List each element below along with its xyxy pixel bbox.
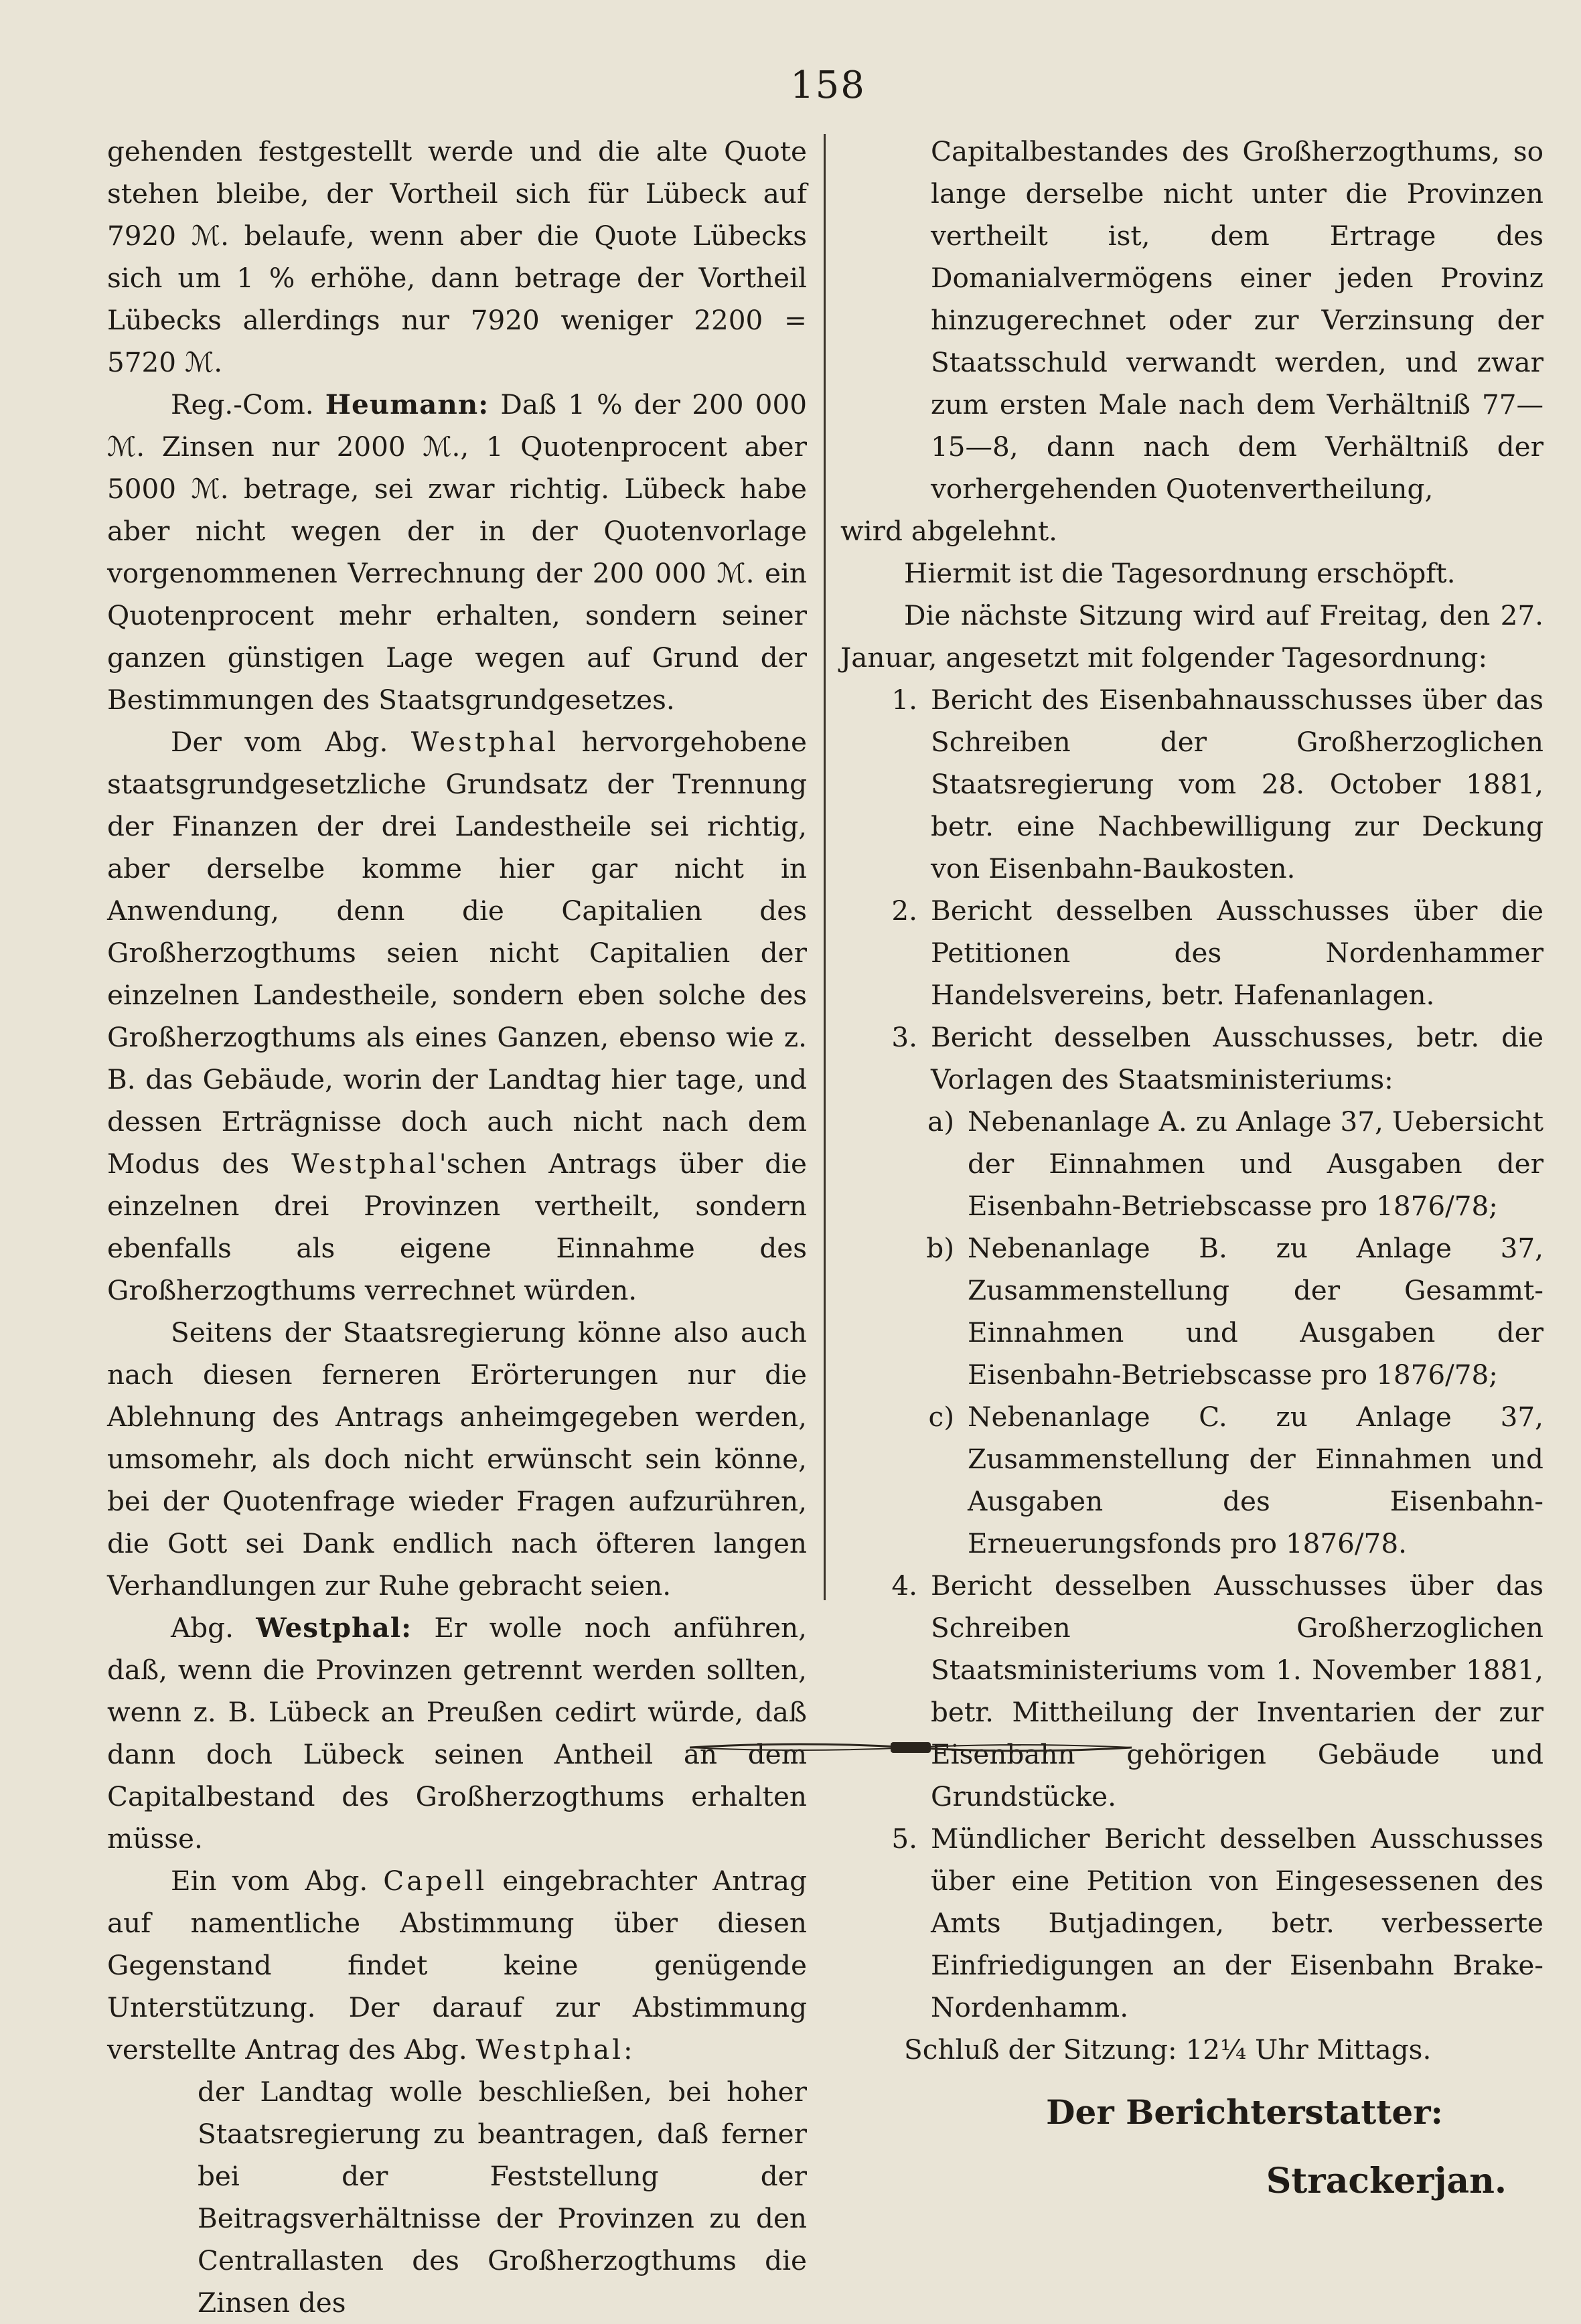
text-run: Hiermit ist die Tagesordnung erschöpft. — [904, 557, 1456, 589]
agenda-item-number: 2. — [891, 895, 917, 927]
paragraph — [107, 1312, 807, 1607]
agenda-item-number: 1. — [891, 684, 917, 716]
text-run: Seitens der Staatsregierung könne also auch nach diesen ferneren Erörterungen nur die Ablehnung des Antrags anheimgegeben werden, umsomehr, als doch nicht erwünscht sein könne, bei der Quotenfrage wieder Fragen aufzurühren, die Gott sei Dank endlich nach öfteren langen Verhandlungen zur Ruhe gebracht seien. — [107, 1316, 807, 1602]
agenda-item-text: Bericht desselben Ausschusses, betr. die Vorlagen des Staatsministeriums: — [931, 1021, 1544, 1095]
text-run: eingebrachter Antrag auf namentliche Abstimmung über diesen Gegenstand findet keine genügende Unterstützung. Der darauf zur Abstimmung verstellte Antrag des Abg. — [107, 1865, 807, 2066]
agenda-list-continued — [840, 1565, 1544, 2029]
text-run: 'schen Antrags über die einzelnen drei Provinzen vertheilt, sondern ebenfalls als eigene Einnahme des Großherzogthums verrechnet würden. — [107, 1148, 807, 1306]
agenda-item-text: Bericht desselben Ausschusses über die Petitionen des Nordenhammer Handelsvereins, betr. Hafenanlagen. — [931, 895, 1544, 1011]
text-run: hervorgehobene staatsgrundgesetzliche Grundsatz der Trennung der Finanzen der drei Landestheile sei richtig, aber derselbe komme hier gar nicht in Anwendung, denn die Capitalien des Großherzogthums seien nicht Capitalien der einzelnen Landestheile, sondern eben solche des Großherzogthums als eines Ganzen, ebenso wie z. B. das Gebäude, worin der Landtag hier tage, und dessen Erträgnisse doch auch nicht nach dem Modus des — [107, 726, 807, 1180]
reporter-signature: Strackerjan. — [1266, 2161, 1507, 2201]
agenda-list — [840, 679, 1544, 1101]
agenda-sub-item-number: a) — [927, 1105, 954, 1138]
text-run: Der vom Abg. — [171, 726, 411, 758]
speaker-name: Capell — [383, 1865, 487, 1897]
speaker-name: Westphal — [410, 726, 559, 758]
session-closing: Schluß der Sitzung: 12¼ Uhr Mittags. — [904, 2033, 1432, 2066]
speaker-name: Westphal: — [256, 1612, 412, 1644]
paragraph — [840, 552, 1544, 595]
agenda-item — [840, 1565, 1544, 1818]
agenda-sub-item-number: c) — [928, 1401, 954, 1433]
agenda-sub-item-number: b) — [926, 1232, 954, 1264]
agenda-item-text: Bericht desselben Ausschusses über das Schreiben Großherzoglichen Staatsministeriums vom 1. November 1881, betr. Mittheilung der Inventarien der zur Eisenbahn gehörigen Gebäude und Grundstücke. — [931, 1569, 1544, 1812]
text-run: Abg. — [171, 1612, 256, 1644]
column-divider — [824, 134, 826, 1600]
paragraph — [840, 510, 1544, 552]
agenda-sub-item-text: Nebenanlage C. zu Anlage 37, Zusammenstellung der Einnahmen und Ausgaben des Eisenbahn-Erneuerungsfonds pro 1876/78. — [968, 1401, 1544, 1559]
text-run: der Landtag wolle beschließen, bei hoher Staatsregierung zu beantragen, daß ferner bei der Feststellung der Beitragsverhältnisse der Provinzen zu den Centrallasten des Großherzogthums die Zinsen des — [198, 2076, 807, 2319]
reporter-title: Der Berichterstatter: — [1046, 2092, 1443, 2132]
left-column — [107, 131, 807, 2324]
text-run: Die nächste Sitzung wird auf Freitag, den 27. Januar, angesetzt mit folgender Tagesordnung: — [840, 599, 1544, 674]
paragraph — [840, 595, 1544, 679]
speaker-name: Heumann: — [325, 388, 490, 420]
speaker-name: Westphal — [475, 2033, 624, 2066]
text-run: Capitalbestandes des Großherzogthums, so lange derselbe nicht unter die Provinzen vertheilt ist, dem Ertrage des Domanialvermögens einer jeden Provinz hinzugerechnet oder zur Verzinsung der Staatsschuld verwandt werden, und zwar zum ersten Male nach dem Verhältniß 77—15—8, dann nach dem Verhältniß der vorhergehenden Quotenvertheilung, — [931, 135, 1544, 505]
agenda-item — [840, 890, 1544, 1016]
text-run: Ein vom Abg. — [171, 1865, 384, 1897]
agenda-item-number: 5. — [891, 1823, 917, 1855]
agenda-item-text: Mündlicher Bericht desselben Ausschusses über eine Petition von Eingesessenen des Amts Butjadingen, betr. verbesserte Einfriedigungen an der Eisenbahn Brake-Nordenhamm. — [931, 1823, 1544, 2023]
paragraph — [107, 721, 807, 1312]
text-run: Reg.-Com. — [171, 388, 325, 420]
agenda-item — [840, 679, 1544, 890]
speaker-name: Westphal — [291, 1148, 439, 1180]
agenda-item-number: 4. — [891, 1569, 917, 1602]
agenda-sub-item-text: Nebenanlage A. zu Anlage 37, Uebersicht der Einnahmen und Ausgaben der Eisenbahn-Betriebscasse pro 1876/78; — [968, 1105, 1544, 1222]
paragraph — [107, 1860, 807, 2071]
text-run: wird abgelehnt. — [840, 515, 1057, 547]
text-run: Daß 1 % der 200 000 ℳ. Zinsen nur 2000 ℳ., 1 Quotenprocent aber 5000 ℳ. betrage, sei zwar richtig. Lübeck habe aber nicht wegen der in der Quotenvorlage vorgenommenen Verrechnung der 200 000 ℳ. ein Quotenprocent mehr erhalten, sondern seiner ganzen günstigen Lage wegen auf Grund der Bestimmungen des Staatsgrundgesetzes. — [107, 388, 807, 716]
agenda-sub-item — [840, 1396, 1544, 1565]
text-run: Er wolle noch anführen, daß, wenn die Provinzen getrennt werden sollten, wenn z. B. Lübeck an Preußen cedirt würde, daß dann doch Lübeck seinen Antheil an dem Capitalbestand des Großherzogthums erhalten müsse. — [107, 1612, 807, 1855]
paragraph — [107, 384, 807, 721]
paragraph — [107, 131, 807, 384]
agenda-item — [840, 1818, 1544, 2029]
agenda-sub-item — [840, 1101, 1544, 1227]
right-column-paragraphs — [840, 131, 1544, 679]
agenda-sub-item-text: Nebenanlage B. zu Anlage 37, Zusammenstellung der Gesammt-Einnahmen und Ausgaben der Eisenbahn-Betriebscasse pro 1876/78; — [968, 1232, 1544, 1391]
agenda-item-number: 3. — [891, 1021, 917, 1053]
agenda-sub-item — [840, 1227, 1544, 1396]
right-column — [840, 131, 1544, 2202]
ornament-rule — [690, 1739, 1132, 1756]
text-run: : — [623, 2033, 633, 2066]
agenda-sub-list — [840, 1101, 1544, 1565]
motion-text — [840, 131, 1544, 510]
motion-text — [107, 2071, 807, 2324]
agenda-item — [840, 1016, 1544, 1101]
agenda-item-text: Bericht des Eisenbahnausschusses über das Schreiben der Großherzoglichen Staatsregierung vom 28. October 1881, betr. eine Nachbewilligung zur Deckung von Eisenbahn-Baukosten. — [931, 684, 1544, 884]
page-number: 158 — [790, 64, 866, 107]
paragraph — [107, 1607, 807, 1860]
text-run: gehenden festgestellt werde und die alte Quote stehen bleibe, der Vortheil sich für Lübeck auf 7920 ℳ. belaufe, wenn aber die Quote Lübecks sich um 1 % erhöhe, dann betrage der Vortheil Lübecks allerdings nur 7920 weniger 2200 = 5720 ℳ. — [107, 135, 807, 378]
